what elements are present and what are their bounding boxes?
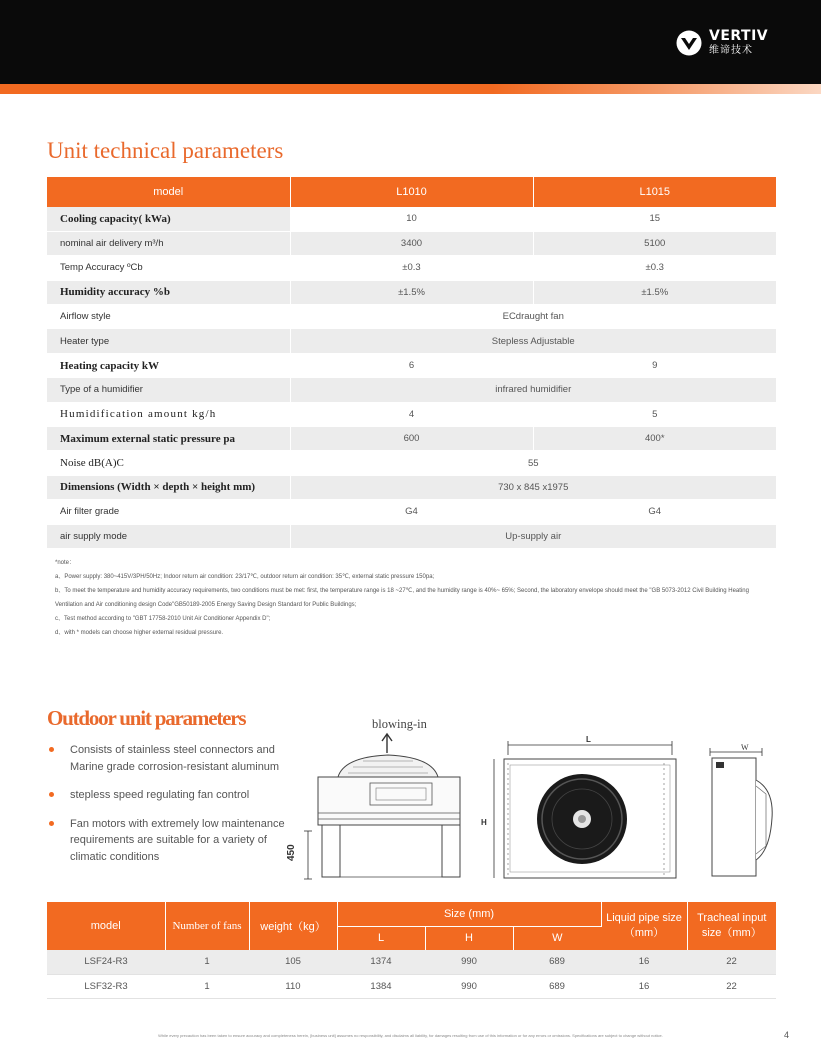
cell-value: 600: [290, 427, 533, 451]
cell-h: 990: [425, 974, 513, 998]
col-l1010: L1010: [290, 177, 533, 207]
cell-value: G4: [290, 500, 533, 524]
cell-value: 10: [290, 207, 533, 231]
cell-value-merged: 730 x 845 x1975: [290, 475, 776, 499]
cell-weight: 105: [249, 950, 337, 974]
note-line: c、Test method according to "GBT 17758-2010 Unit Air Conditioner Appendix D";: [55, 616, 271, 622]
cell-w: 689: [513, 950, 601, 974]
row-label: air supply mode: [47, 524, 290, 548]
brand-logo: [676, 26, 768, 60]
cell-value-merged: Up-supply air: [290, 524, 776, 548]
cell-value-merged: infrared humidifier: [290, 378, 776, 402]
feature-list: [47, 742, 287, 877]
outdoor-unit-table: [47, 902, 776, 999]
cell-value: 9: [533, 353, 776, 377]
cell-tracheal: 22: [687, 950, 776, 974]
table-row: [47, 280, 776, 304]
cell-w: 689: [513, 974, 601, 998]
table-row: [47, 427, 776, 451]
outdoor-unit-width-view: [700, 740, 780, 880]
note-line: d、with * models can choose higher external residual pressure.: [55, 630, 224, 636]
cell-value: 3400: [290, 231, 533, 255]
col-size-l: L: [337, 926, 425, 950]
cell-value: 400*: [533, 427, 776, 451]
table-row: [47, 500, 776, 524]
cell-value: ±0.3: [533, 256, 776, 280]
table-row: [47, 402, 776, 426]
feature-item: Consists of stainless steel connectors and Marine grade corrosion-resistant aluminum: [47, 742, 287, 775]
note-line: b、To meet the temperature and humidity accuracy requirements, two conditions must be met: first, the temperature range is 18 ~27℃, and the humidity range is 40%~ 65%; Second, the laboratory envelope should meet the "GB 5073-2012 Civil Building Heating Ventilation and Air conditioning design Code"GB50189-2005 Energy Saving Design Standard for Public Buildings;: [55, 588, 749, 608]
vertiv-logo-icon: [676, 30, 702, 56]
table-row: [47, 231, 776, 255]
cell-h: 990: [425, 950, 513, 974]
col-fans: Number of fans: [165, 902, 249, 950]
note-line: *note：: [55, 560, 76, 566]
table-header-row: [47, 177, 776, 207]
cell-value: 5100: [533, 231, 776, 255]
row-label: nominal air delivery m³/h: [47, 231, 290, 255]
outdoor-unit-side-view: [286, 733, 468, 883]
table-row: [47, 451, 776, 475]
col-tracheal: Tracheal input size（mm）: [687, 902, 776, 950]
cell-l: 1384: [337, 974, 425, 998]
row-label: Noise dB(A)C: [47, 451, 290, 475]
table-row: [47, 378, 776, 402]
col-l1015: L1015: [533, 177, 776, 207]
cell-value: 6: [290, 353, 533, 377]
height-dimension-label: 450: [286, 844, 297, 861]
cell-liquid: 16: [601, 950, 687, 974]
brand-subname: 维谛技术: [709, 45, 753, 56]
table-row: [47, 974, 776, 998]
table-row: [47, 475, 776, 499]
table-header-row: [47, 902, 776, 926]
cell-fans: 1: [165, 974, 249, 998]
col-weight: weight（kg）: [249, 902, 337, 950]
table-row: [47, 950, 776, 974]
outdoor-params-title: Outdoor unit parameters: [47, 706, 246, 730]
cell-value: G4: [533, 500, 776, 524]
cell-value-merged: 55: [290, 451, 776, 475]
cell-weight: 110: [249, 974, 337, 998]
col-size-w: W: [513, 926, 601, 950]
row-label: Type of a humidifier: [47, 378, 290, 402]
cell-tracheal: 22: [687, 974, 776, 998]
height-h-label: H: [481, 818, 487, 827]
cell-value: 4: [290, 402, 533, 426]
row-label: Heating capacity kW: [47, 353, 290, 377]
outdoor-unit-front-view: [478, 733, 683, 883]
col-size: Size (mm): [337, 902, 601, 926]
cell-fans: 1: [165, 950, 249, 974]
row-label: Dimensions (Width × depth × height mm): [47, 475, 290, 499]
blowing-in-label: blowing-in: [372, 717, 427, 731]
width-dimension-label: W: [741, 743, 749, 752]
row-label: Airflow style: [47, 305, 290, 329]
cell-value: ±0.3: [290, 256, 533, 280]
col-model: model: [47, 902, 165, 950]
col-size-h: H: [425, 926, 513, 950]
cell-l: 1374: [337, 950, 425, 974]
feature-item: Fan motors with extremely low maintenance requirements are suitable for a variety of climatic conditions: [47, 816, 287, 866]
table-notes: [55, 556, 755, 640]
cell-value: ±1.5%: [533, 280, 776, 304]
col-model: model: [47, 177, 290, 207]
row-label: Humidification amount kg/h: [47, 402, 290, 426]
row-label: Cooling capacity( kWa): [47, 207, 290, 231]
page-number: 4: [784, 1030, 790, 1040]
row-label: Heater type: [47, 329, 290, 353]
table-row: [47, 524, 776, 548]
cell-liquid: 16: [601, 974, 687, 998]
cell-value: 5: [533, 402, 776, 426]
cell-model: LSF24-R3: [47, 950, 165, 974]
note-line: a、Power supply: 380~415V/3PH/50Hz; Indoor return air condition: 23/17℃, outdoor return air condition: 35℃, external static pressure 150pa;: [55, 574, 435, 580]
cell-value-merged: ECdraught fan: [290, 305, 776, 329]
col-liquid-pipe: Liquid pipe size（mm）: [601, 902, 687, 950]
table-row: [47, 353, 776, 377]
footer-disclaimer: While every precaution has been taken to ensure accuracy and completeness herein, [business unit] assumes no responsibility, and disclaims all liability, for damages resulting from use of this information or for any errors or omissions. Specifications are subject to change without notice.: [158, 1033, 663, 1038]
cell-value-merged: Stepless Adjustable: [290, 329, 776, 353]
length-dimension-label: L: [586, 735, 591, 744]
table-row: [47, 207, 776, 231]
row-label: Air filter grade: [47, 500, 290, 524]
table-row: [47, 256, 776, 280]
table-row: [47, 329, 776, 353]
unit-params-title: Unit technical parameters: [47, 138, 284, 163]
unit-params-table: [47, 177, 776, 549]
row-label: Humidity accuracy %b: [47, 280, 290, 304]
row-label: Temp Accuracy ºCb: [47, 256, 290, 280]
cell-model: LSF32-R3: [47, 974, 165, 998]
cell-value: ±1.5%: [290, 280, 533, 304]
header-accent-stripe: [0, 84, 821, 94]
table-row: [47, 305, 776, 329]
feature-item: stepless speed regulating fan control: [47, 787, 287, 804]
cell-value: 15: [533, 207, 776, 231]
brand-name: VERTIV: [709, 28, 769, 44]
row-label: Maximum external static pressure pa: [47, 427, 290, 451]
